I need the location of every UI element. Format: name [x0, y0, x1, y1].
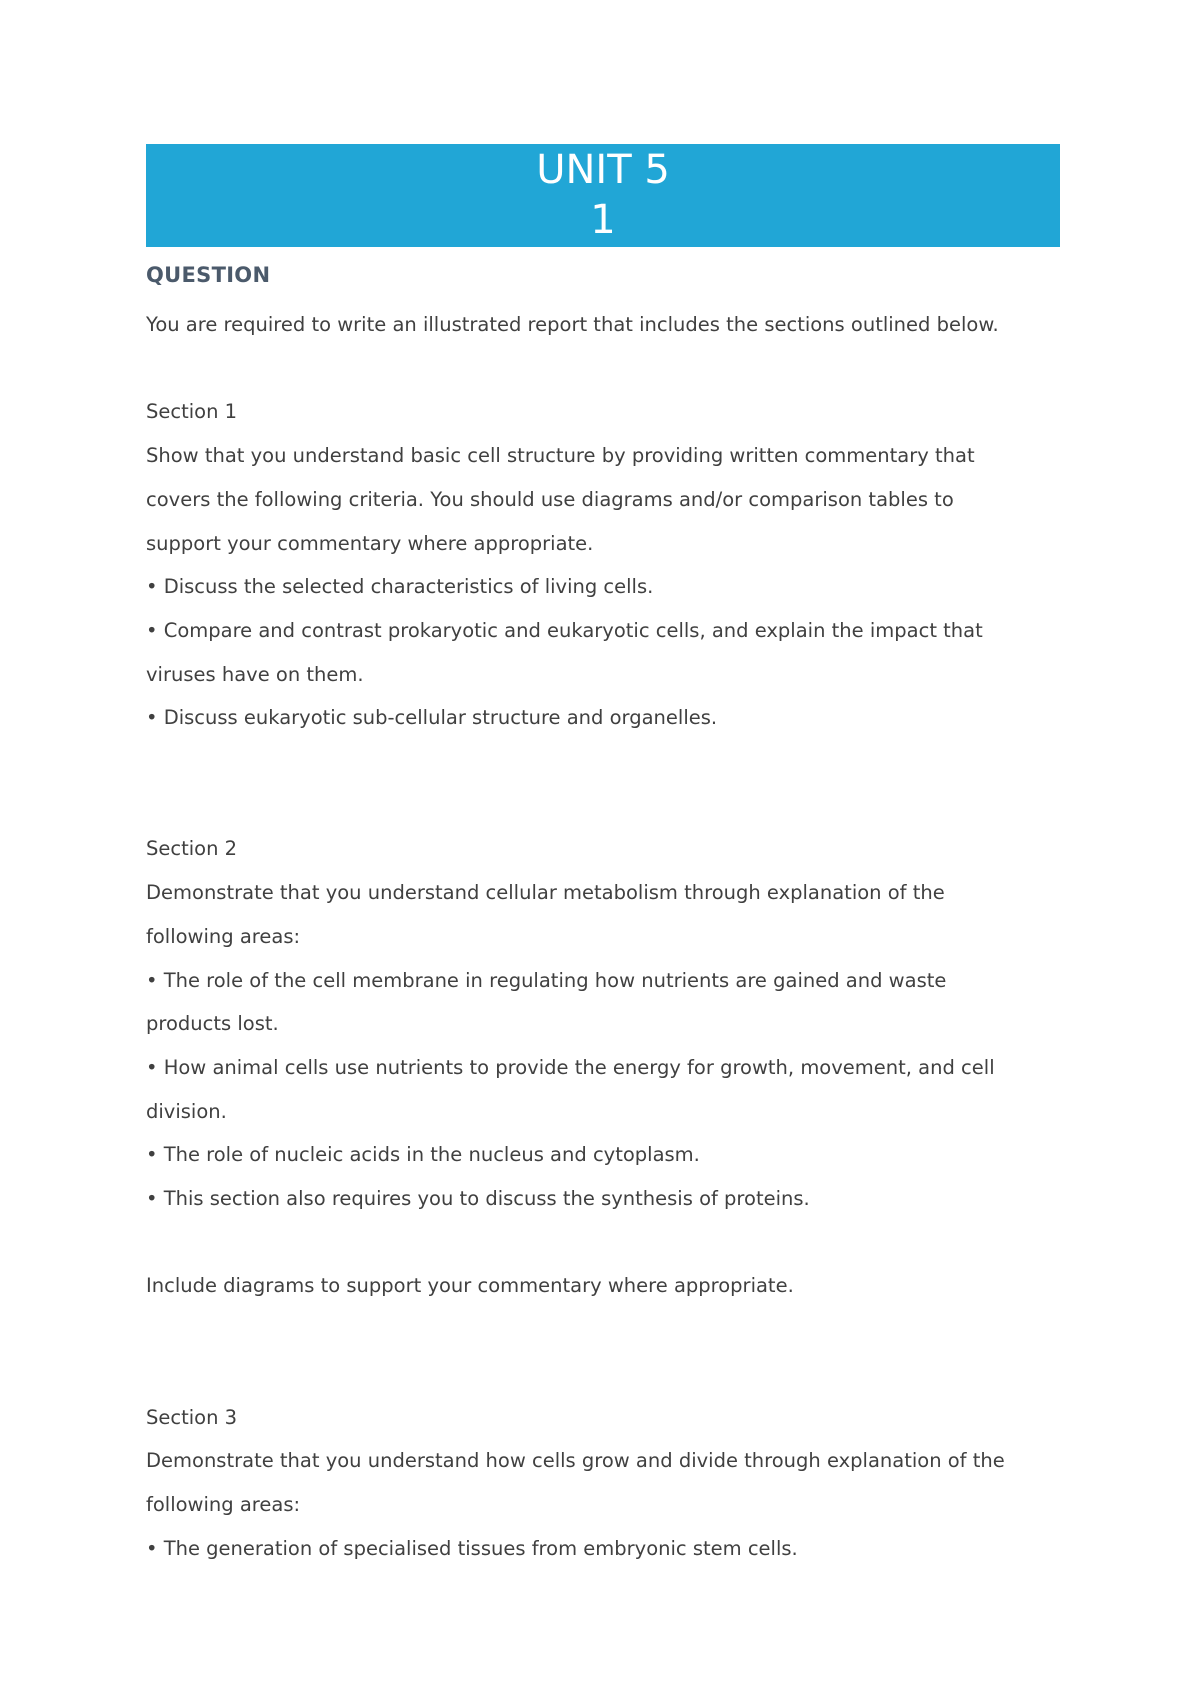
section1-line: covers the following criteria. You should use diagrams and/or comparison tables to: [146, 487, 954, 511]
section1-title: Section 1: [146, 400, 238, 424]
section1-bullet: • Discuss the selected characteristics of living cells.: [146, 575, 654, 599]
unit-banner: [146, 144, 1060, 247]
section1-line: Show that you understand basic cell structure by providing written commentary that: [146, 444, 975, 468]
section2-line: following areas:: [146, 924, 301, 948]
section1-bullet: • Discuss eukaryotic sub-cellular structure and organelles.: [146, 706, 718, 730]
unit-title: UNIT 5: [536, 147, 670, 193]
section3-title: Section 3: [146, 1405, 238, 1429]
section2-bullet: • The role of the cell membrane in regulating how nutrients are gained and waste: [146, 968, 947, 992]
unit-number: 1: [590, 197, 616, 243]
document-page: [146, 144, 1060, 1570]
section3-bullet: • The generation of specialised tissues from embryonic stem cells.: [146, 1536, 798, 1560]
section2-bullet: • This section also requires you to discuss the synthesis of proteins.: [146, 1187, 810, 1211]
intro-text: You are required to write an illustrated report that includes the sections outlined below.: [146, 313, 999, 336]
section2-title: Section 2: [146, 837, 238, 861]
section1-bullet: • Compare and contrast prokaryotic and eukaryotic cells, and explain the impact that: [146, 618, 983, 642]
section2-closing: Include diagrams to support your commentary where appropriate.: [146, 1274, 794, 1298]
section1-line: viruses have on them.: [146, 662, 364, 686]
section3-line: Demonstrate that you understand how cells grow and divide through explanation of the: [146, 1449, 1005, 1473]
section2-bullet: • The role of nucleic acids in the nucleus and cytoplasm.: [146, 1143, 700, 1167]
section3-line: following areas:: [146, 1492, 301, 1516]
section2-line: products lost.: [146, 1012, 279, 1036]
section2-line: division.: [146, 1099, 227, 1123]
section2-line: Demonstrate that you understand cellular metabolism through explanation of the: [146, 881, 945, 905]
section1-line: support your commentary where appropriate.: [146, 531, 594, 555]
section2-bullet: • How animal cells use nutrients to provide the energy for growth, movement, and cell: [146, 1055, 995, 1079]
question-heading: QUESTION: [146, 263, 271, 287]
